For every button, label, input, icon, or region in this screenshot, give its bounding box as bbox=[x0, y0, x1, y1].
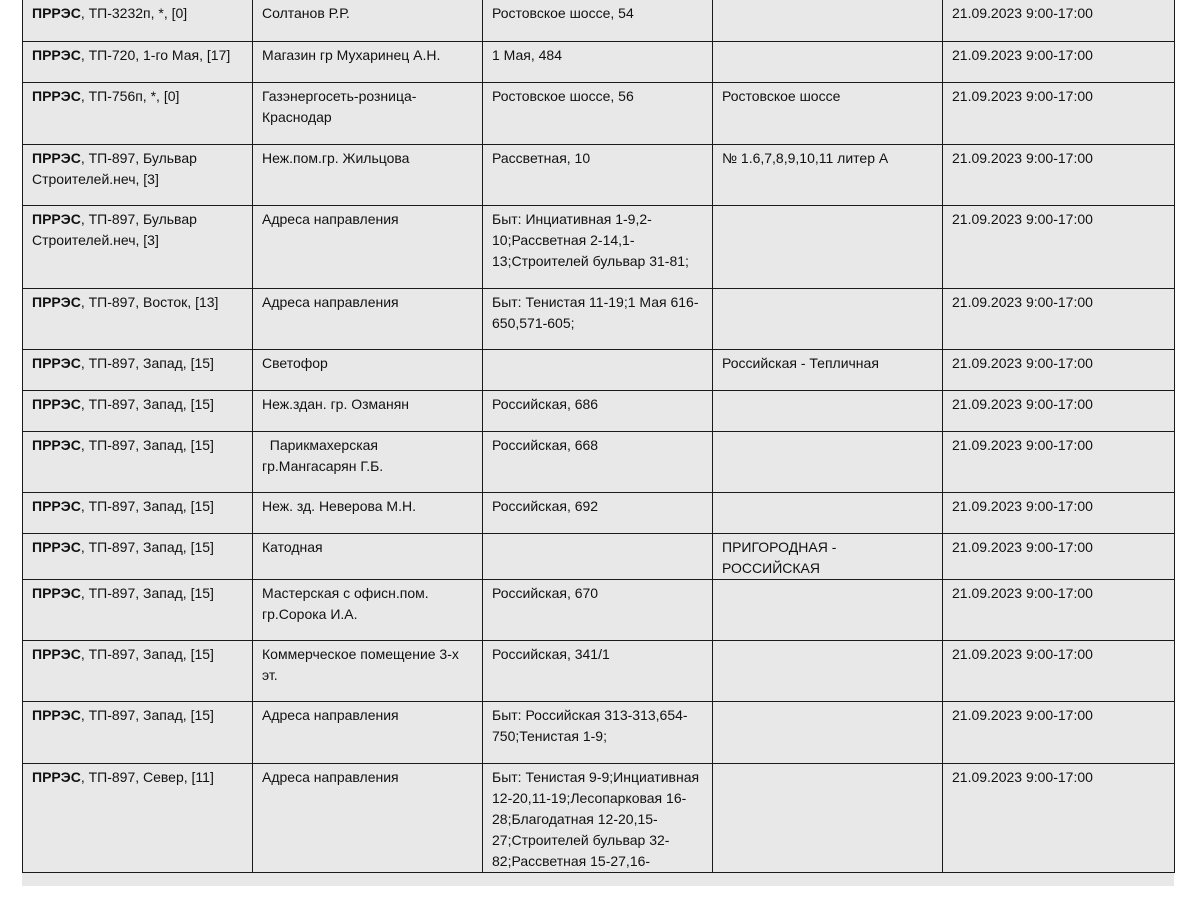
address-cell: Быт: Российская 313-313,654-750;Тенистая 1-9; bbox=[483, 701, 713, 763]
network-cell bbox=[23, 492, 253, 533]
table-row bbox=[23, 431, 1175, 492]
note-cell bbox=[713, 390, 943, 431]
address-cell: Быт: Инциативная 1-9,2-10;Рассветная 2-14,1-13;Строителей бульвар 31-81; bbox=[483, 205, 713, 288]
consumer-cell: Светофор bbox=[253, 349, 483, 390]
org-name: ПРРЭС bbox=[32, 436, 81, 453]
network-cell bbox=[23, 701, 253, 763]
network-cell bbox=[23, 288, 253, 349]
line-info: , ТП-3232п, *, [0] bbox=[80, 5, 188, 21]
line-info: , ТП-897, Запад, [15] bbox=[80, 354, 214, 371]
time-cell: 21.09.2023 9:00-17:00 bbox=[943, 579, 1175, 640]
note-cell bbox=[713, 41, 943, 82]
table-row bbox=[23, 701, 1175, 763]
network-cell bbox=[23, 144, 253, 205]
network-cell bbox=[23, 390, 253, 431]
note-cell bbox=[713, 701, 943, 763]
time-cell: 21.09.2023 9:00-17:00 bbox=[943, 0, 1175, 41]
org-name: ПРРЭС bbox=[32, 584, 81, 601]
line-info: , ТП-897, Запад, [15] bbox=[80, 395, 214, 412]
consumer-cell: Коммерческое помещение 3-х эт. bbox=[253, 640, 483, 701]
table-row bbox=[23, 763, 1175, 872]
table-row bbox=[23, 0, 1175, 41]
consumer-cell: Неж. зд. Неверова М.Н. bbox=[253, 492, 483, 533]
org-name: ПРРЭС bbox=[32, 87, 81, 104]
line-info: , ТП-897, Север, [11] bbox=[80, 768, 214, 785]
address-cell: Рассветная, 10 bbox=[483, 144, 713, 205]
note-cell bbox=[713, 205, 943, 288]
consumer-cell: Адреса направления bbox=[253, 763, 483, 872]
note-cell: № 1.6,7,8,9,10,11 литер А bbox=[713, 144, 943, 205]
note-cell bbox=[713, 0, 943, 41]
table-row bbox=[23, 288, 1175, 349]
address-cell: Быт: Тенистая 11-19;1 Мая 616-650,571-605; bbox=[483, 288, 713, 349]
network-cell bbox=[23, 41, 253, 82]
time-cell: 21.09.2023 9:00-17:00 bbox=[943, 492, 1175, 533]
table-row bbox=[23, 82, 1175, 144]
line-info: , ТП-897, Бульвар Строителей.неч, [3] bbox=[32, 149, 197, 187]
note-cell bbox=[713, 579, 943, 640]
table-row bbox=[23, 492, 1175, 533]
note-cell: ПРИГОРОДНАЯ - РОССИЙСКАЯ bbox=[713, 533, 943, 579]
org-name: ПРРЭС bbox=[32, 395, 81, 412]
address-cell: 1 Мая, 484 bbox=[483, 41, 713, 82]
line-info: , ТП-897, Запад, [15] bbox=[80, 584, 214, 601]
time-cell: 21.09.2023 9:00-17:00 bbox=[943, 144, 1175, 205]
consumer-cell: Адреса направления bbox=[253, 701, 483, 763]
address-cell: Российская, 686 bbox=[483, 390, 713, 431]
time-cell: 21.09.2023 9:00-17:00 bbox=[943, 533, 1175, 579]
table-row bbox=[23, 640, 1175, 701]
address-cell: Ростовское шоссе, 56 bbox=[483, 82, 713, 144]
time-cell: 21.09.2023 9:00-17:00 bbox=[943, 701, 1175, 763]
address-cell: Российская, 668 bbox=[483, 431, 713, 492]
consumer-cell: Магазин гр Мухаринец А.Н. bbox=[253, 41, 483, 82]
outage-table bbox=[22, 0, 1175, 873]
org-name: ПРРЭС bbox=[32, 706, 81, 723]
line-info: , ТП-897, Запад, [15] bbox=[80, 436, 214, 453]
time-cell: 21.09.2023 9:00-17:00 bbox=[943, 82, 1175, 144]
note-cell bbox=[713, 288, 943, 349]
table-row bbox=[23, 533, 1175, 579]
time-cell: 21.09.2023 9:00-17:00 bbox=[943, 349, 1175, 390]
org-name: ПРРЭС bbox=[32, 46, 81, 63]
org-name: ПРРЭС bbox=[32, 354, 81, 371]
table-row bbox=[23, 390, 1175, 431]
org-name: ПРРЭС bbox=[32, 210, 81, 227]
address-cell: Российская, 670 bbox=[483, 579, 713, 640]
time-cell: 21.09.2023 9:00-17:00 bbox=[943, 205, 1175, 288]
org-name: ПРРЭС bbox=[32, 768, 81, 785]
document-page bbox=[22, 0, 1174, 886]
time-cell: 21.09.2023 9:00-17:00 bbox=[943, 640, 1175, 701]
address-cell: Российская, 692 bbox=[483, 492, 713, 533]
note-cell bbox=[713, 763, 943, 872]
consumer-cell: Неж.пом.гр. Жильцова bbox=[253, 144, 483, 205]
network-cell bbox=[23, 640, 253, 701]
consumer-cell: Парикмахерская гр.Мангасарян Г.Б. bbox=[253, 431, 483, 492]
time-cell: 21.09.2023 9:00-17:00 bbox=[943, 763, 1175, 872]
address-cell: Российская, 341/1 bbox=[483, 640, 713, 701]
network-cell bbox=[23, 431, 253, 492]
network-cell bbox=[23, 579, 253, 640]
org-name: ПРРЭС bbox=[32, 538, 81, 555]
address-cell bbox=[483, 533, 713, 579]
line-info: , ТП-756п, *, [0] bbox=[80, 87, 180, 104]
table-row bbox=[23, 205, 1175, 288]
table-row bbox=[23, 579, 1175, 640]
time-cell: 21.09.2023 9:00-17:00 bbox=[943, 288, 1175, 349]
consumer-cell: Адреса направления bbox=[253, 288, 483, 349]
note-cell: Российская - Тепличная bbox=[713, 349, 943, 390]
time-cell: 21.09.2023 9:00-17:00 bbox=[943, 41, 1175, 82]
network-cell bbox=[23, 0, 253, 41]
org-name: ПРРЭС bbox=[32, 149, 81, 166]
consumer-cell: Солтанов Р.Р. bbox=[253, 0, 483, 41]
network-cell bbox=[23, 763, 253, 872]
time-cell: 21.09.2023 9:00-17:00 bbox=[943, 431, 1175, 492]
note-cell bbox=[713, 640, 943, 701]
network-cell bbox=[23, 533, 253, 579]
time-cell: 21.09.2023 9:00-17:00 bbox=[943, 390, 1175, 431]
consumer-cell: Адреса направления bbox=[253, 205, 483, 288]
network-cell bbox=[23, 349, 253, 390]
org-name: ПРРЭС bbox=[32, 293, 81, 310]
line-info: , ТП-897, Запад, [15] bbox=[80, 538, 214, 555]
network-cell bbox=[23, 82, 253, 144]
address-cell: Быт: Тенистая 9-9;Инциативная 12-20,11-19;Лесопарковая 16-28;Благодатная 12-20,15-27;Строителей бульвар 32-82;Рассветная 15-27,16- bbox=[483, 763, 713, 872]
org-name: ПРРЭС bbox=[32, 497, 81, 514]
table-row bbox=[23, 144, 1175, 205]
org-name: ПРРЭС bbox=[32, 5, 81, 21]
consumer-cell: Мастерская с офисн.пом. гр.Сорока И.А. bbox=[253, 579, 483, 640]
consumer-cell: Газэнергосеть-розница-Краснодар bbox=[253, 82, 483, 144]
note-cell bbox=[713, 492, 943, 533]
org-name: ПРРЭС bbox=[32, 645, 81, 662]
line-info: , ТП-897, Запад, [15] bbox=[80, 645, 214, 662]
note-cell: Ростовское шоссе bbox=[713, 82, 943, 144]
consumer-cell: Неж.здан. гр. Озманян bbox=[253, 390, 483, 431]
line-info: , ТП-720, 1-го Мая, [17] bbox=[80, 46, 231, 63]
line-info: , ТП-897, Восток, [13] bbox=[80, 293, 219, 310]
table-row bbox=[23, 349, 1175, 390]
line-info: , ТП-897, Бульвар Строителей.неч, [3] bbox=[32, 210, 197, 248]
consumer-cell: Катодная bbox=[253, 533, 483, 579]
note-cell bbox=[713, 431, 943, 492]
line-info: , ТП-897, Запад, [15] bbox=[80, 497, 214, 514]
address-cell: Ростовское шоссе, 54 bbox=[483, 0, 713, 41]
address-cell bbox=[483, 349, 713, 390]
table-row bbox=[23, 41, 1175, 82]
network-cell bbox=[23, 205, 253, 288]
line-info: , ТП-897, Запад, [15] bbox=[80, 706, 214, 723]
